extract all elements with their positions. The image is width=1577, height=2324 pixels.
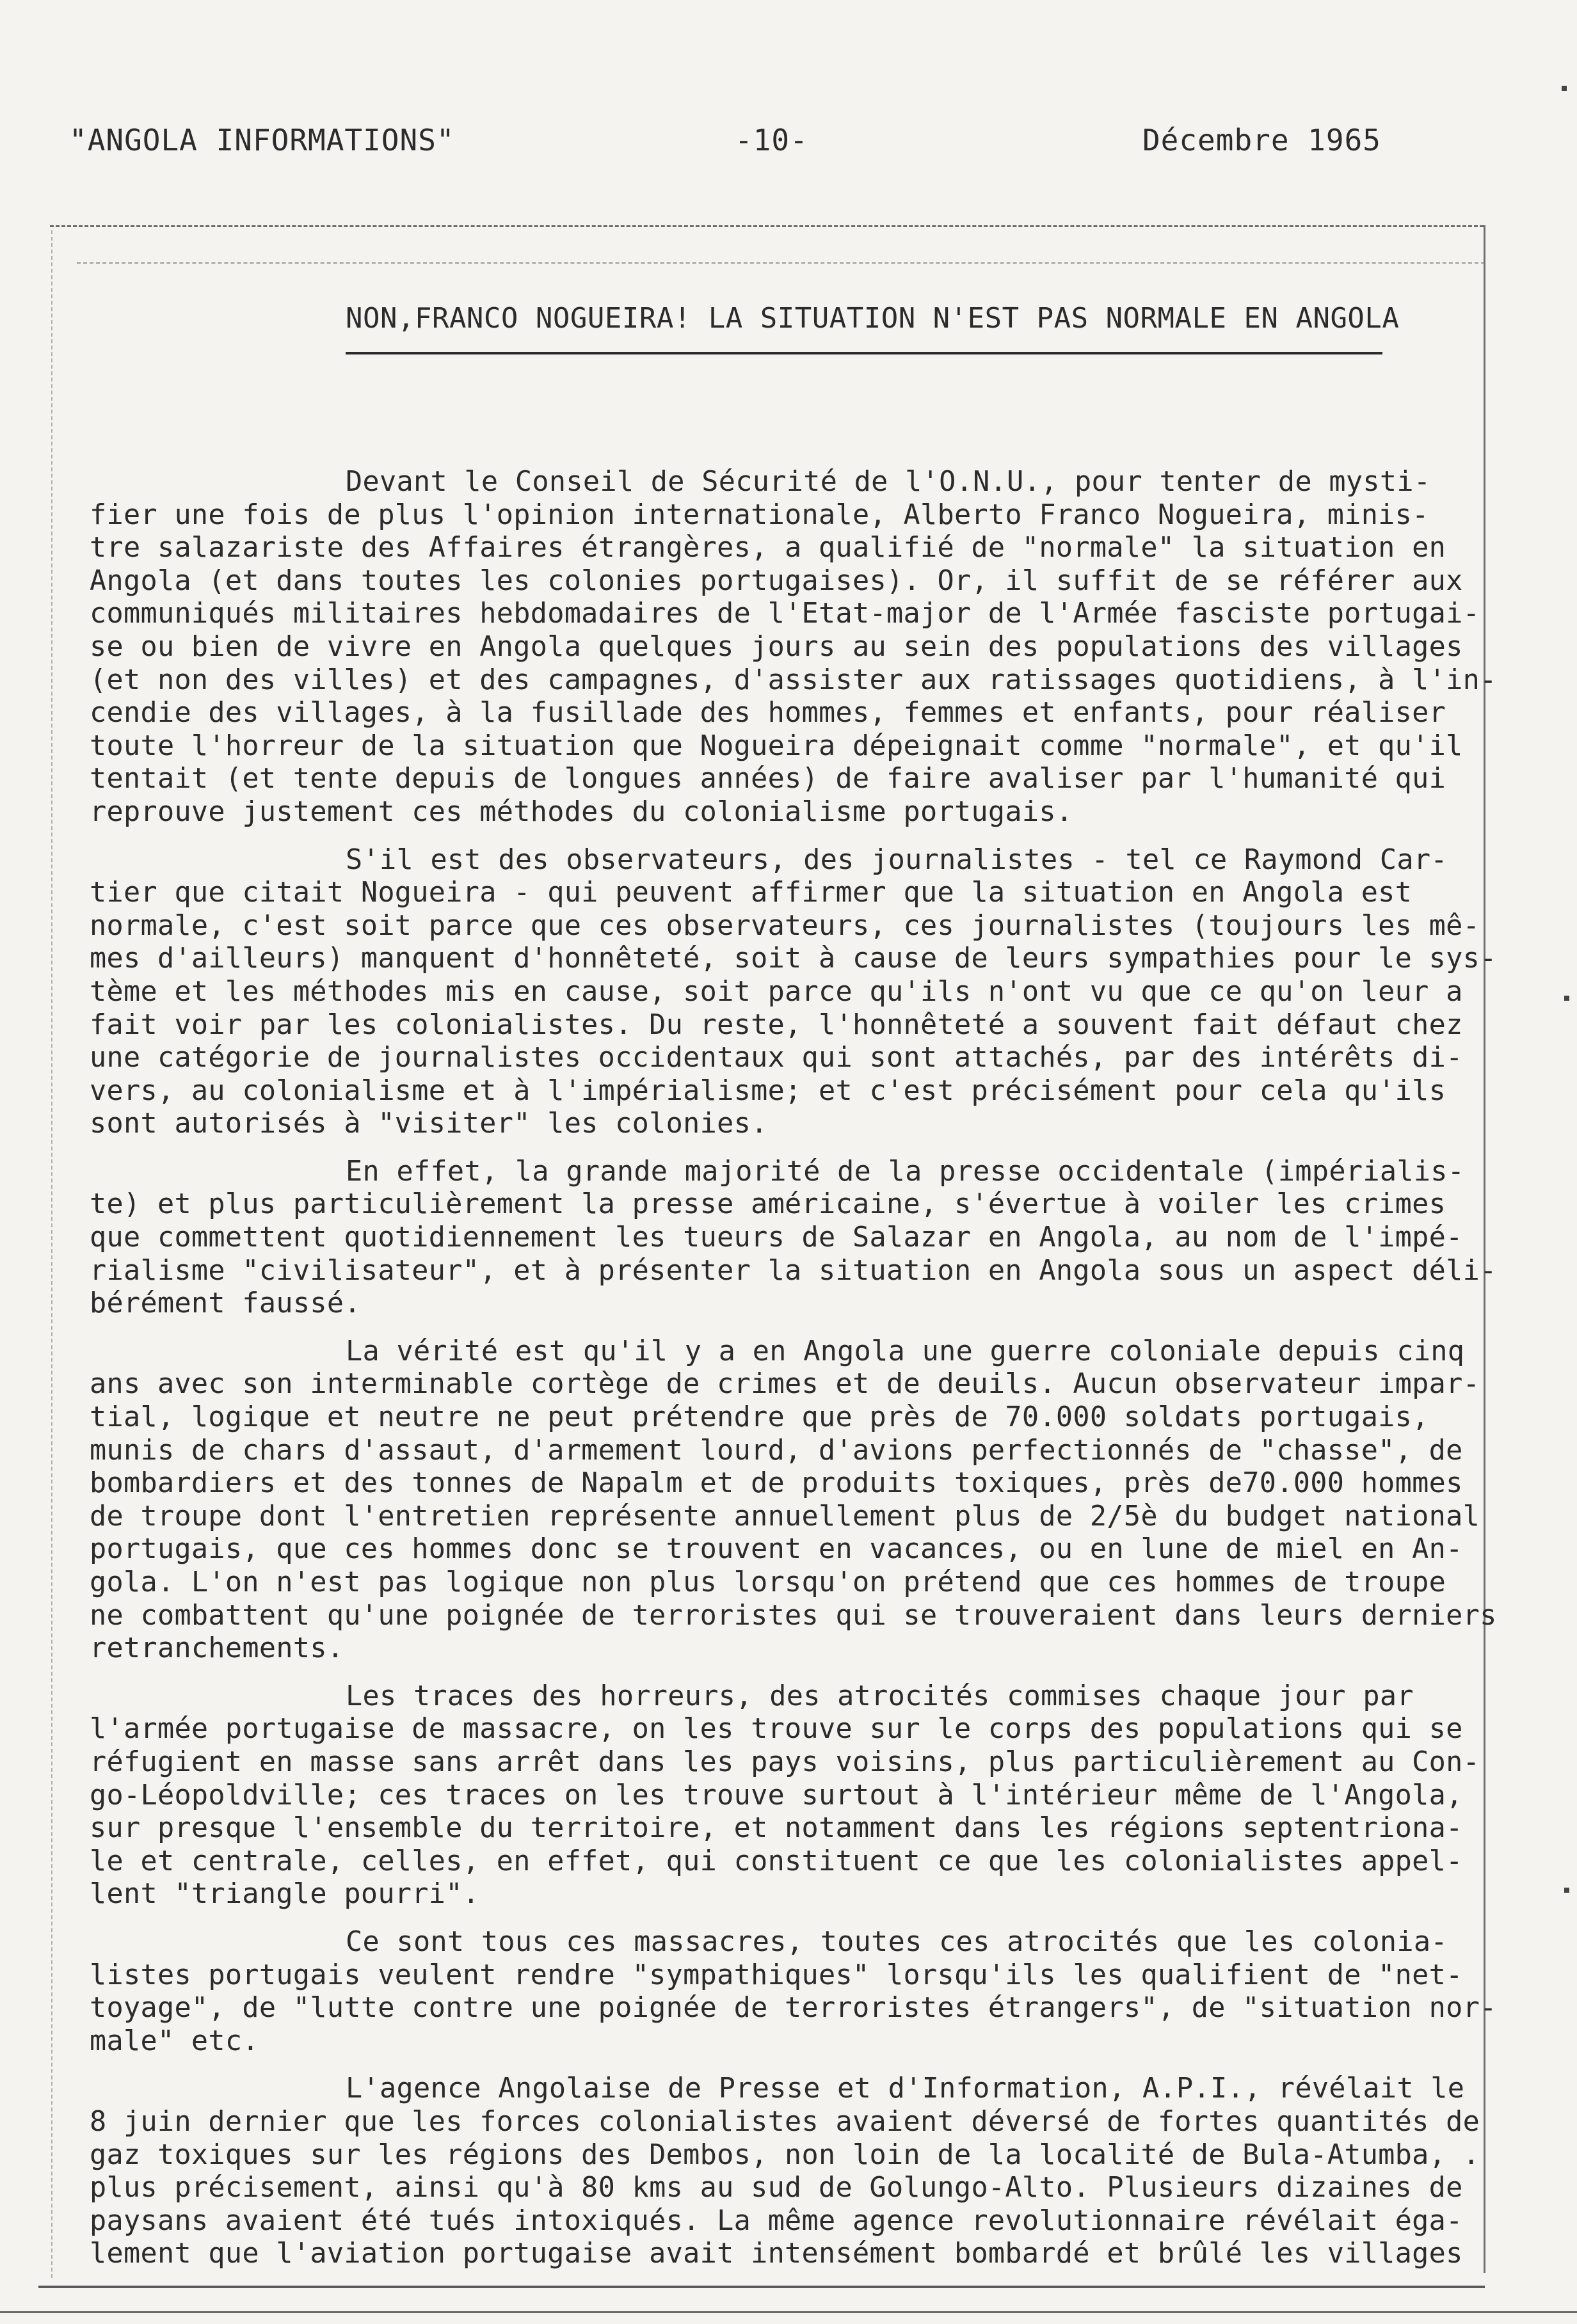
text-line: rialisme "civilisateur", et à présenter la situation en Angola sous un aspect déli-: [90, 1254, 1497, 1287]
text-line: de troupe dont l'entretien représente annuellement plus de 2/5è du budget national: [90, 1500, 1480, 1532]
text-line: réfugient en masse sans arrêt dans les pays voisins, plus particulièrement au Con-: [90, 1746, 1480, 1778]
text-line: ne combattent qu'une poignée de terroristes qui se trouveraient dans leurs derniers: [90, 1599, 1497, 1632]
text-line: mes d'ailleurs) manquent d'honnêteté, soit à cause de leurs sympathies pour le sys-: [90, 943, 1497, 975]
text-line: le et centrale, celles, en effet, qui constituent ce que les colonialistes appel-: [90, 1845, 1463, 1877]
paragraph: [90, 466, 1497, 829]
text-line: tier que citait Nogueira - qui peuvent affirmer que la situation en Angola est: [90, 877, 1413, 909]
text-line: une catégorie de journalistes occidentaux qui sont attachés, par des intérêts di-: [90, 1042, 1463, 1074]
publication-name: "ANGOLA INFORMATIONS": [69, 123, 455, 157]
text-line: listes portugais veulent rendre "sympathiques" lorsqu'ils les qualifient de "net-: [90, 1959, 1463, 1991]
scan-speck: [1564, 1888, 1569, 1893]
text-line: sont autorisés à "visiter" les colonies.: [90, 1108, 768, 1140]
text-line: toute l'horreur de la situation que Nogueira dépeignait comme "normale", et qu'il: [90, 729, 1463, 762]
paragraph: [90, 1335, 1497, 1666]
text-line: La vérité est qu'il y a en Angola une guerre coloniale depuis cinq: [346, 1335, 1465, 1367]
frame-left-border: [51, 230, 52, 2278]
text-line: normale, c'est soit parce que ces observateurs, ces journalistes (toujours les mê-: [90, 909, 1480, 942]
text-line: (et non des villes) et des campagnes, d'assister aux ratissages quotidiens, à l'in-: [90, 664, 1497, 696]
text-line: portugais, que ces hommes donc se trouvent en vacances, ou en lune de miel en An-: [90, 1533, 1463, 1566]
paragraph: [90, 2073, 1480, 2271]
text-line: l'armée portugaise de massacre, on les trouve sur le corps des populations qui se: [90, 1713, 1463, 1746]
text-line: fier une fois de plus l'opinion internationale, Alberto Franco Nogueira, minis-: [90, 498, 1429, 531]
text-line: communiqués militaires hebdomadaires de l'Etat-major de l'Armée fasciste portugai-: [90, 598, 1480, 630]
text-line: bérément faussé.: [90, 1287, 361, 1320]
text-line: reprouve justement ces méthodes du colonialisme portugais.: [90, 795, 1073, 828]
text-line: L'agence Angolaise de Presse et d'Information, A.P.I., révélait le: [346, 2073, 1465, 2105]
text-line: te) et plus particulièrement la presse américaine, s'évertue à voiler les crimes: [90, 1188, 1446, 1221]
article-body: [90, 466, 1497, 2286]
issue-date: Décembre 1965: [1142, 123, 1381, 157]
page-number: -10-: [735, 123, 808, 157]
article-title: NON,FRANCO NOGUEIRA! LA SITUATION N'EST PAS NORMALE EN ANGOLA: [346, 302, 1400, 335]
text-line: que commettent quotidiennement les tueurs de Salazar en Angola, au nom de l'impé-: [90, 1222, 1463, 1254]
text-line: Ce sont tous ces massacres, toutes ces atrocités que les colonia-: [346, 1925, 1448, 1958]
frame-top-border-inner: [77, 262, 1485, 264]
page-bottom-border: [0, 2311, 1577, 2313]
scan-speck: [1562, 86, 1567, 91]
text-line: tre salazariste des Affaires étrangères, a qualifié de "normale" la situation en: [90, 532, 1446, 564]
text-line: tème et les méthodes mis en cause, soit parce qu'ils n'ont vu que ce qu'on leur a: [90, 975, 1463, 1008]
text-line: munis de chars d'assaut, d'armement lourd, d'avions perfectionnés de "chasse", de: [90, 1434, 1463, 1467]
text-line: sur presque l'ensemble du territoire, et notamment dans les régions septentriona-: [90, 1812, 1463, 1845]
text-line: cendie des villages, à la fusillade des hommes, femmes et enfants, pour réaliser: [90, 697, 1446, 729]
paragraph: [90, 843, 1497, 1141]
frame-right-border: [1484, 225, 1485, 2273]
text-line: bombardiers et des tonnes de Napalm et de produits toxiques, près de70.000 hommes: [90, 1467, 1463, 1500]
frame-top-border: [50, 225, 1484, 227]
text-line: gaz toxiques sur les régions des Dembos, non loin de la localité de Bula-Atumba, .: [90, 2138, 1480, 2171]
text-line: 8 juin dernier que les forces colonialistes avaient déversé de fortes quantités de: [90, 2105, 1480, 2138]
text-line: gola. L'on n'est pas logique non plus lorsqu'on prétend que ces hommes de troupe: [90, 1566, 1446, 1598]
paragraph: [90, 1155, 1497, 1321]
text-line: fait voir par les colonialistes. Du reste, l'honnêteté a souvent fait défaut chez: [90, 1008, 1463, 1041]
text-line: S'il est des observateurs, des journalistes - tel ce Raymond Car-: [346, 843, 1448, 876]
text-line: Devant le Conseil de Sécurité de l'O.N.U., pour tenter de mysti-: [346, 466, 1431, 498]
text-line: tentait (et tente depuis de longues années) de faire avaliser par l'humanité qui: [90, 763, 1446, 795]
text-line: lement que l'aviation portugaise avait intensément bombardé et brûlé les villages: [90, 2238, 1463, 2270]
text-line: lent "triangle pourri".: [90, 1878, 480, 1911]
text-line: go-Léopoldville; ces traces on les trouve surtout à l'intérieur même de l'Angola,: [90, 1779, 1463, 1811]
text-line: En effet, la grande majorité de la presse occidentale (impérialis-: [346, 1155, 1465, 1188]
text-line: Angola (et dans toutes les colonies portugaises). Or, il suffit de se référer aux: [90, 564, 1463, 597]
text-line: ans avec son interminable cortège de crimes et de deuils. Aucun observateur impar-: [90, 1368, 1480, 1401]
text-line: retranchements.: [90, 1632, 344, 1665]
paragraph: [90, 1680, 1480, 1911]
text-line: Les traces des horreurs, des atrocités commises chaque jour par: [346, 1680, 1414, 1712]
text-line: plus précisement, ainsi qu'à 80 kms au sud de Golungo-Alto. Plusieurs dizaines de: [90, 2172, 1463, 2204]
text-line: male" etc.: [90, 2025, 259, 2057]
text-line: tial, logique et neutre ne peut prétendre que près de 70.000 soldats portugais,: [90, 1401, 1429, 1434]
frame-bottom-border: [38, 2286, 1485, 2288]
text-line: paysans avaient été tués intoxiqués. La même agence revolutionnaire révélait éga-: [90, 2204, 1463, 2237]
scan-speck: [1564, 996, 1569, 1001]
text-line: vers, au colonialisme et à l'impérialisme; et c'est précisément pour cela qu'ils: [90, 1074, 1446, 1107]
title-underline: [346, 352, 1382, 354]
text-line: se ou bien de vivre en Angola quelques jours au sein des populations des villages: [90, 630, 1463, 663]
paragraph: [90, 1925, 1497, 2058]
text-line: toyage", de "lutte contre une poignée de terroristes étrangers", de "situation nor-: [90, 1992, 1497, 2025]
